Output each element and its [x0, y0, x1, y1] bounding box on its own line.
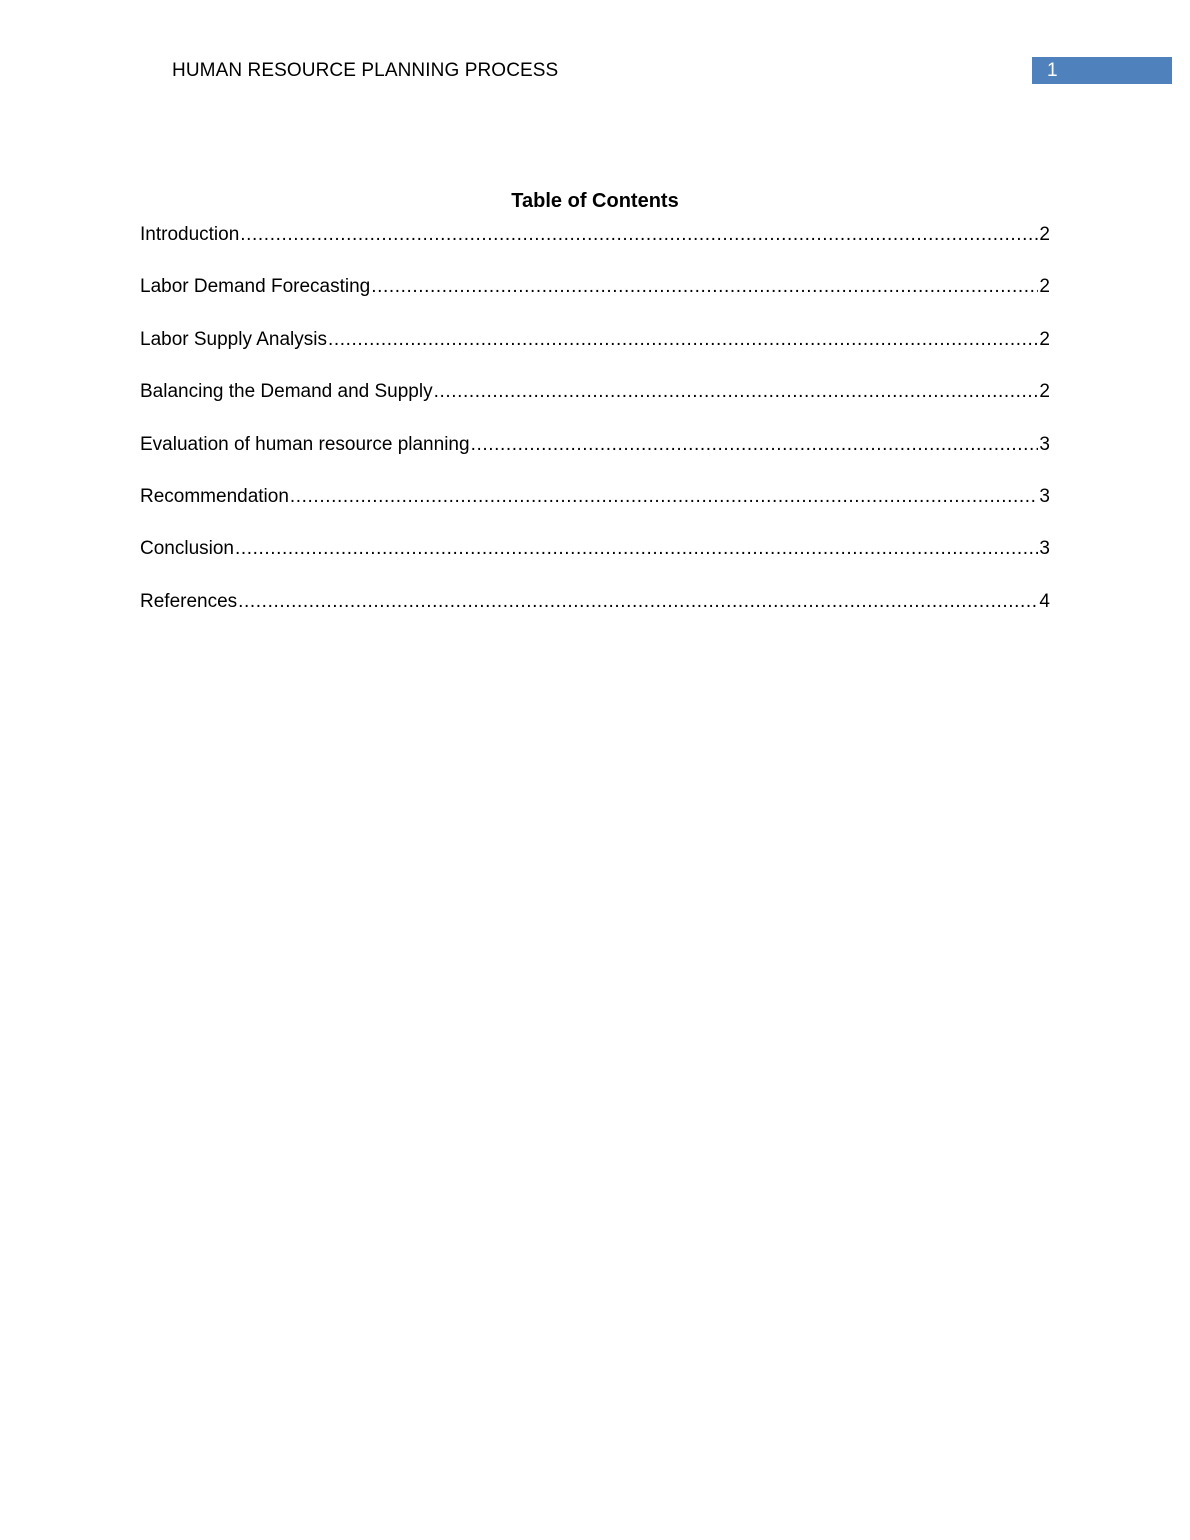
toc-dot-leader: [235, 536, 1038, 562]
toc-entry-title: Balancing the Demand and Supply: [140, 381, 433, 403]
toc-dot-leader: [290, 484, 1039, 510]
toc-dot-leader: [240, 222, 1038, 248]
toc-dot-leader: [238, 589, 1038, 615]
toc-entry-title: Labor Demand Forecasting: [140, 276, 371, 298]
toc-entry-page: 4: [1039, 590, 1050, 612]
toc-entry-title: Conclusion: [140, 538, 234, 560]
toc-entry-title: Recommendation: [140, 485, 289, 507]
toc-entry-page: 2: [1039, 224, 1050, 245]
toc-dot-leader: [471, 432, 1039, 458]
toc-entry-references[interactable]: [140, 589, 1050, 615]
toc-entry-labor-demand-forecasting[interactable]: [140, 274, 1050, 300]
toc-entry-title: Introduction: [140, 224, 240, 245]
toc-entry-recommendation[interactable]: [140, 484, 1050, 510]
toc-dot-leader: [371, 274, 1038, 300]
toc-entry-page: 3: [1039, 538, 1050, 560]
toc-entry-balancing-demand-supply[interactable]: [140, 379, 1050, 405]
toc-entry-introduction[interactable]: [140, 222, 1050, 248]
toc-entry-title: Labor Supply Analysis: [140, 328, 327, 350]
toc-entry-page: 3: [1039, 433, 1050, 455]
toc-dot-leader: [434, 379, 1039, 405]
toc-entry-conclusion[interactable]: [140, 536, 1050, 562]
toc-entry-evaluation-hr-planning[interactable]: [140, 432, 1050, 458]
toc-entry-page: 2: [1039, 381, 1050, 403]
toc-entry-labor-supply-analysis[interactable]: [140, 327, 1050, 353]
toc-entry-page: 3: [1039, 485, 1050, 507]
toc-entry-page: 2: [1039, 276, 1050, 298]
toc-dot-leader: [328, 327, 1038, 353]
table-of-contents: [140, 222, 1050, 641]
running-header-title: HUMAN RESOURCE PLANNING PROCESS: [172, 60, 559, 81]
toc-heading: Table of Contents: [511, 190, 679, 212]
page-number-badge: 1: [1032, 57, 1172, 84]
toc-entry-page: 2: [1039, 328, 1050, 350]
toc-entry-title: Evaluation of human resource planning: [140, 433, 470, 455]
toc-entry-title: References: [140, 590, 238, 612]
